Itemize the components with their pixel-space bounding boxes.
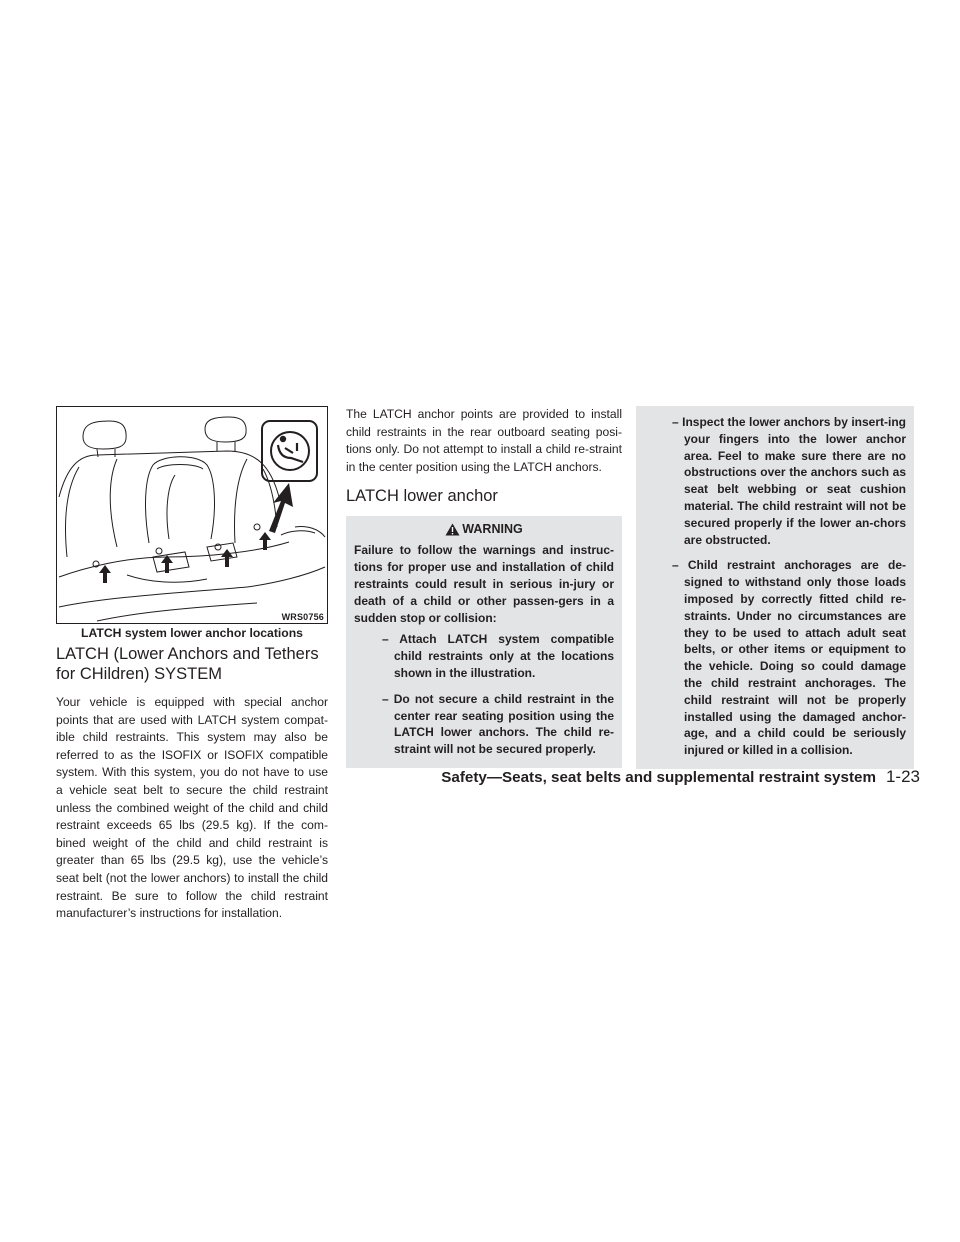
figure-code: WRS0756 <box>281 612 324 622</box>
figure-caption: LATCH system lower anchor locations <box>81 626 303 640</box>
warning-box-continued <box>636 406 914 769</box>
latch-figure <box>56 406 328 624</box>
warning-item: – Attach LATCH system compatible child restraints only at the locations shown in the illustration. <box>382 632 614 680</box>
column-right <box>636 406 914 769</box>
section-paragraph-2: The LATCH anchor points are provided to install child restraints in the rear outboard seating posi-tions only. Do not attempt to install a child re-straint in the center position using the LATCH anchors. <box>346 407 622 474</box>
footer-title: Safety—Seats, seat belts and supplemental restraint system <box>441 769 876 786</box>
rear-seat-illustration <box>57 407 327 623</box>
warning-triangle-icon <box>445 523 460 536</box>
warning-label: WARNING <box>462 522 523 537</box>
warning-box <box>346 516 622 768</box>
section-title: LATCH (Lower Anchors and Tethers for CHildren) SYSTEM <box>56 645 319 683</box>
section-paragraph-1: Your vehicle is equipped with special anchor points that are used with LATCH system compat-ible child restraints. This system may also be referred to as the ISOFIX or ISOFIX compatible system. With this system, you do not have to use a vehicle seat belt to secure the child restraint unless the combined weight of the child and child restraint exceeds 65 lbs (29.5 kg). If the com-bined weight of the child and child restraint is greater than 65 lbs (29.5 kg), use the vehicle’s seat belt (not the lower anchors) to install the child restraint. Be sure to follow the child restraint manufacturer’s instructions for installation. <box>56 695 328 921</box>
warning-header <box>354 522 614 536</box>
page-number: 1-23 <box>885 767 920 786</box>
subsection-title: LATCH lower anchor <box>346 487 498 506</box>
warning-intro: Failure to follow the warnings and instruc-tions for proper use and installation of child restraints could result in serious in-jury or death of a child or other passen-gers in a sudden stop or collision: <box>354 543 614 625</box>
warning-item: – Inspect the lower anchors by insert-ing your fingers into the lower anchor area. Feel to make sure there are no obstructions over the anchors such as seat belt webbing or seat cushion material. The child restraint will not be secured properly if the lower an-chors are obstructed. <box>672 415 906 547</box>
child-seat-icon <box>271 432 309 470</box>
column-middle <box>346 406 622 768</box>
anchor-arrows <box>99 483 293 583</box>
warning-item: – Child restraint anchorages are de-signed to withstand only those loads imposed by correctly fitted child re-straints. Under no circumstances are they to be used to attach adult seat belts, or other items or equipment to the vehicle. Doing so could damage the child restraint anchorages. The child restraint will not be properly installed using the damaged anchor-age, and a child could be seriously injured or killed in a collision. <box>672 558 906 758</box>
page-footer <box>441 767 920 787</box>
warning-item: – Do not secure a child restraint in the center rear seating position using the LATCH lower anchors. The child re-straint will not be secured properly. <box>382 691 614 757</box>
column-left <box>56 406 328 933</box>
